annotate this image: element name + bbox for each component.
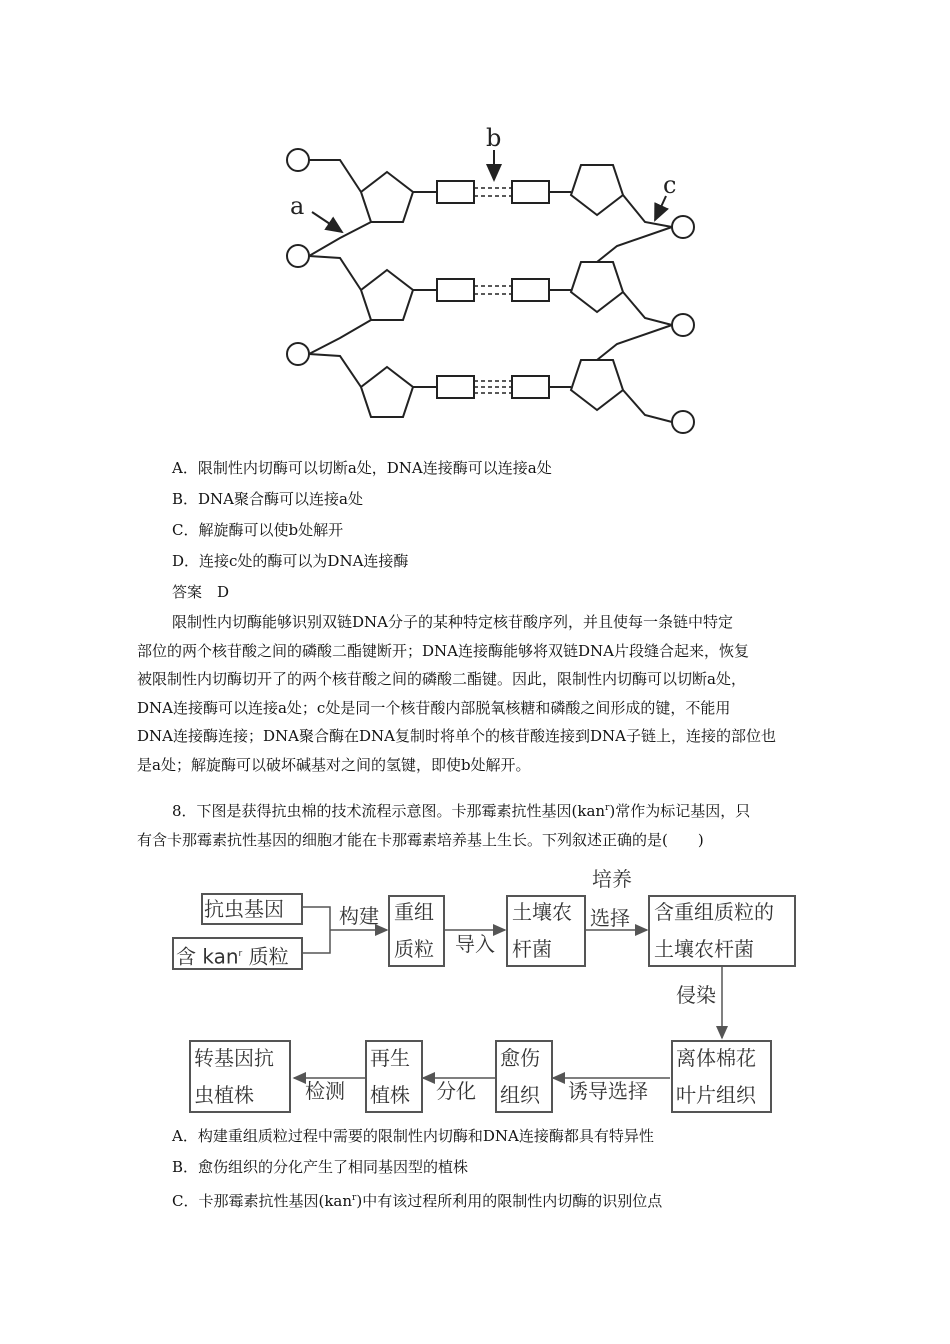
box-leaf-line1: 离体棉花 <box>676 1046 756 1070</box>
label-select: 选择 <box>590 906 630 930</box>
phosphate-right-2 <box>672 314 694 336</box>
sugar-right-2 <box>571 262 623 312</box>
explanation-line: DNA连接酶连接；DNA聚合酶在DNA复制时将单个的核苷酸连接到DNA子链上，连接的部位也 <box>137 727 776 745</box>
box-agro-line1: 土壤农 <box>512 900 572 924</box>
sugar-right-3 <box>571 360 623 410</box>
label-infect: 侵染 <box>676 983 716 1007</box>
q8-option-a: A．构建重组质粒过程中需要的限制性内切酶和DNA连接酶都具有特异性 <box>172 1127 654 1145</box>
sugar-left-2 <box>361 270 413 320</box>
phosphate-left-2 <box>287 245 309 267</box>
q7-explanation <box>137 608 813 779</box>
base-right-2 <box>512 279 549 301</box>
q8-option-b: B．愈伤组织的分化产生了相同基因型的植株 <box>172 1158 469 1176</box>
q7-option-c: C．解旋酶可以使b处解开 <box>172 521 344 539</box>
label-import: 导入 <box>455 932 495 956</box>
label-a: a <box>290 192 305 220</box>
box-insect-gene-label: 抗虫基因 <box>204 897 284 921</box>
box-final-line1: 转基因抗 <box>194 1046 274 1070</box>
base-left-3 <box>437 376 474 398</box>
box-callus-line2: 组织 <box>500 1083 540 1107</box>
base-left-2 <box>437 279 474 301</box>
phosphate-right-3 <box>672 411 694 433</box>
q8-stem <box>137 794 813 854</box>
q8-option-c: C．卡那霉素抗性基因(kan$^r$)中有该过程所利用的限制性内切酶的识别位点 <box>172 1192 663 1210</box>
phosphate-left-1 <box>287 149 309 171</box>
explanation-line: 是a处；解旋酶可以破坏碱基对之间的氢键，即使b处解开。 <box>137 755 531 774</box>
base-right-3 <box>512 376 549 398</box>
arrow-a <box>312 212 342 232</box>
q7-option-a: A．限制性内切酶可以切断a处，DNA连接酶可以连接a处 <box>172 459 552 477</box>
explanation-line: 部位的两个核苷酸之间的磷酸二酯键断开；DNA连接酶能够将双链DNA片段缝合起来，恢复 <box>137 641 749 660</box>
box-agro-line2: 杆菌 <box>512 937 552 961</box>
dna-structure-diagram <box>270 118 710 448</box>
arrow-c <box>655 196 666 220</box>
label-c: c <box>663 171 677 199</box>
box-leaf-line2: 叶片组织 <box>676 1083 756 1107</box>
box-final-line2: 虫植株 <box>194 1083 254 1107</box>
box-recombinant-line1: 重组 <box>394 900 434 924</box>
q7-answer: 答案 D <box>172 583 230 601</box>
q8-stem-line-2: 有含卡那霉素抗性基因的细胞才能在卡那霉素培养基上生长。下列叙述正确的是( ) <box>137 830 704 849</box>
base-left-1 <box>437 181 474 203</box>
label-differentiate: 分化 <box>436 1079 476 1103</box>
phosphate-left-3 <box>287 343 309 365</box>
sugar-left-1 <box>361 172 413 222</box>
box-plasmid-label: 含 kan$^r$ 质粒 <box>176 944 289 969</box>
box-agro-recomb-line2: 土壤农杆菌 <box>654 937 754 961</box>
label-construct: 构建 <box>339 904 379 928</box>
base-right-1 <box>512 181 549 203</box>
explanation-line: 限制性内切酶能够识别双链DNA分子的某种特定核苷酸序列，并且使每一条链中特定 <box>172 613 733 631</box>
q8-stem-line-1: 8．下图是获得抗虫棉的技术流程示意图。卡那霉素抗性基因(kan$^r$)常作为标记基因，只 <box>172 802 751 820</box>
explanation-line: 被限制性内切酶切开了的两个核苷酸之间的磷酸二酯键。因此，限制性内切酶可以切断a处， <box>137 670 746 688</box>
box-callus-line1: 愈伤 <box>500 1046 540 1070</box>
q7-option-d: D．连接c处的酶可以为DNA连接酶 <box>172 552 409 570</box>
sugar-right-1 <box>571 165 623 215</box>
sugar-left-3 <box>361 367 413 417</box>
phosphate-right-1 <box>672 216 694 238</box>
box-recombinant-line2: 质粒 <box>394 937 434 961</box>
label-detect: 检测 <box>305 1079 345 1103</box>
box-agro-recomb-line1: 含重组质粒的 <box>654 900 774 924</box>
box-regen-line2: 植株 <box>370 1083 410 1107</box>
q7-option-b: B．DNA聚合酶可以连接a处 <box>172 490 363 508</box>
label-b: b <box>486 124 502 152</box>
explanation-line: DNA连接酶可以连接a处；c处是同一个核苷酸内部脱氧核糖和磷酸之间形成的键，不能用 <box>137 698 731 717</box>
label-induce-select: 诱导选择 <box>568 1079 648 1103</box>
box-regen-line1: 再生 <box>370 1046 410 1070</box>
label-culture: 培养 <box>592 867 632 891</box>
